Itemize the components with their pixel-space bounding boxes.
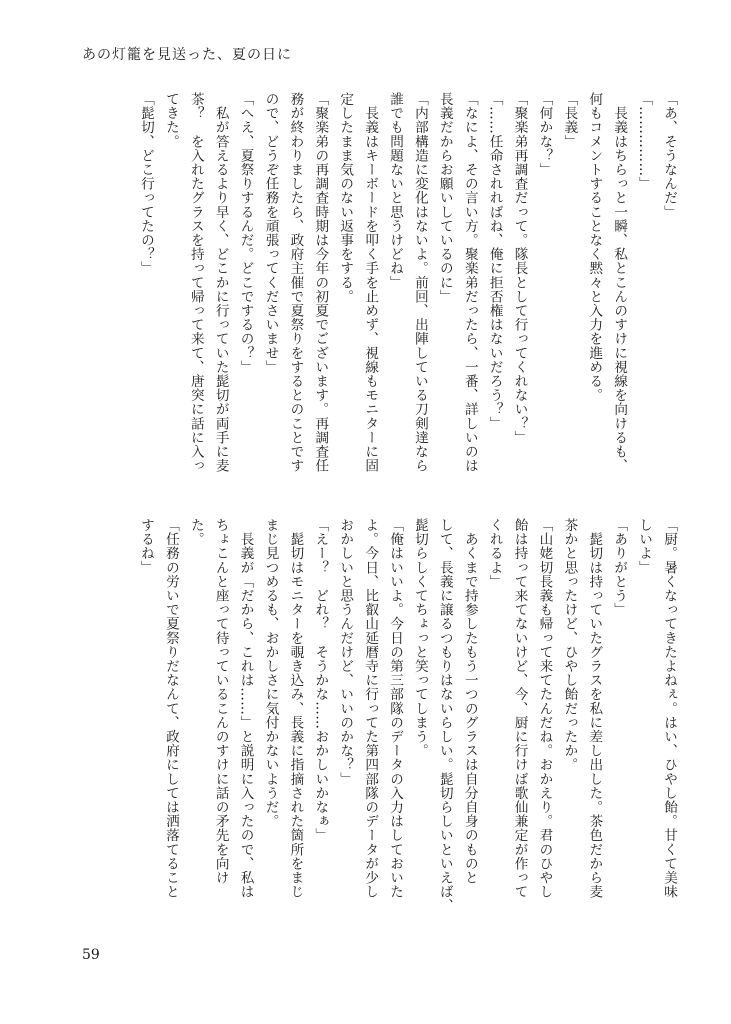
text-line: 「髭切、どこ行ってたの？」 xyxy=(137,92,154,276)
text-line: た。 xyxy=(187,518,204,547)
text-line: 「ありがとう」 xyxy=(611,518,628,617)
text-line: 長義が「だから、これは……」と説明に入ったので、私は xyxy=(237,518,254,899)
text-line: 長義だからお願いしているのに」 xyxy=(436,92,453,304)
text-line: 誰でも問題ないと思うけどね」 xyxy=(387,92,404,290)
text-line: おかしいと思うんだけど、いいのかな？」 xyxy=(337,518,354,786)
text-line: 「……任命されればね、俺に拒否権はないだろう？」 xyxy=(486,92,503,431)
text-line: 私が答えるより早く、どこかに行っていた髭切が両手に麦 xyxy=(212,92,229,473)
text-line: 何もコメントすることなく黙々と入力を進める。 xyxy=(586,92,603,403)
text-line: 髭切はモニターを覗き込み、長義に指摘された箇所をまじ xyxy=(287,518,304,899)
text-line: しいよ」 xyxy=(636,518,653,575)
text-line: 「聚楽弟の再調査時期は今年の初夏でございます。再調査任 xyxy=(312,92,329,473)
text-line: 「なによ、その言い方。聚楽弟だったら、一番、詳しいのは xyxy=(461,92,478,473)
text-line: 「長義」 xyxy=(561,92,578,149)
text-line: 「えー？ どれ？ そうかな……おかしいかなぁ」 xyxy=(312,518,329,843)
text-line: するね」 xyxy=(137,518,154,575)
text-line: あくまで持参したもう一つのグラスは自分自身のものと xyxy=(461,518,478,885)
text-line: 「へえ、夏祭りするんだ。どこでするの？」 xyxy=(237,92,254,374)
text-line: よ。今日、比叡山延暦寺に行ってた第四部隊のデータが少し xyxy=(362,518,379,899)
text-line: 髭切は持っていたグラスを私に差し出した。茶色だから麦 xyxy=(586,518,603,899)
text-line: 定したまま気のない返事をする。 xyxy=(337,92,354,304)
text-line: ので、どうぞ任務を頑張ってくださいませ」 xyxy=(262,92,279,374)
text-line: くれるよ」 xyxy=(486,518,503,589)
text-line: 「厨。暑くなってきたよねぇ。はい、ひやし飴。甘くて美味 xyxy=(661,518,677,899)
page-number: 59 xyxy=(82,947,100,963)
text-line: まじ見つめるも、おかしさに気付かないようだ。 xyxy=(262,518,279,829)
running-header: あの灯籠を見送った、夏の日に xyxy=(82,47,292,63)
text-block-top xyxy=(101,92,681,482)
text-line: 飴は持って来てないけど、今、厨に行けば歌仙兼定が作って xyxy=(511,518,528,899)
text-line: 「何かな？」 xyxy=(536,92,553,177)
text-line: 「……………」 xyxy=(636,92,653,191)
text-line: 「俺はいいよ。今日の第三部隊のデータの入力はしておいた xyxy=(387,518,404,899)
text-line: てきた。 xyxy=(162,92,179,149)
text-line: 務が終わりましたら、政府主催で夏祭りをするとのことです xyxy=(287,92,304,473)
text-line: 「山姥切長義も帰って来てたんだね。おかえり。君のひやし xyxy=(536,518,553,899)
text-line: 茶？ を入れたグラスを持って帰って来て、唐突に話に入っ xyxy=(187,92,204,473)
text-line: 「任務の労いで夏祭りだなんて、政府にしては洒落てること xyxy=(162,518,179,899)
text-line: 「あ、そうなんだ」 xyxy=(661,92,677,219)
text-line: して、長義に譲るつもりはないらしい。髭切らしいといえば、 xyxy=(436,518,453,913)
text-line: 長義はキーボードを叩く手を止めず、視線もモニターに固 xyxy=(362,92,379,473)
text-line: 茶かと思ったけど、ひやし飴だったか。 xyxy=(561,518,578,772)
text-line: 髭切らしくてちょっと笑ってしまう。 xyxy=(411,518,428,758)
text-line: 「聚楽弟再調査だって。隊長として行ってくれない？」 xyxy=(511,92,528,445)
text-line: 長義はちらっと一瞬、私とこんのすけに視線を向けるも、 xyxy=(611,92,628,473)
text-line: 「内部構造に変化はないよ。前回、出陣している刀剣達なら xyxy=(411,92,428,473)
text-line: ちょこんと座って待っているこんのすけに話の矛先を向け xyxy=(212,518,229,885)
text-block-bottom xyxy=(101,518,681,938)
